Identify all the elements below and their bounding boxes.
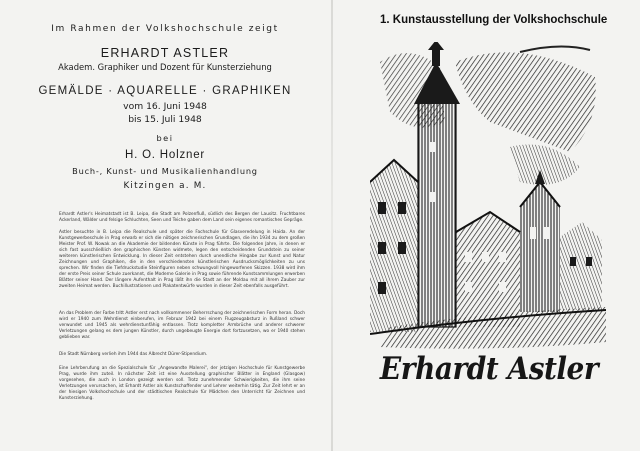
- works-heading: GEMÄLDE · AQUARELLE · GRAPHIKEN: [38, 85, 292, 97]
- date-to: bis 15. Juli 1948: [128, 114, 202, 125]
- venue-prefix: bei: [156, 133, 174, 143]
- bio-paragraph: An das Problem der Farbe tritt Astler erst nach vollkommener Beherrschung der zeichnerischen Form heran. Doch wird er 1940 zum Wehrdienst einberufen, im Februar 1942 bei einem Flugzeugabsturz in Rußland schwer verwundet und 1945 als wehrdienstunfähig entlassen. Trotz kompletter Armbrüche und anderer schwerer Verletzungen gelang es dem jungen Künstler, durch ungebeugte Energie dort fortzusetzen, wo er 1940 stehen geblieben war.: [59, 311, 305, 341]
- bio-paragraph: Erhardt Astler's Heimatstadt ist B. Leipa, die Stadt am Polzenfluß, südlich des Bergen der Lausitz. Fruchtbares Ackerland, Wälder und felsige Schluchten, Seen und Teiche gaben dem Land sein eigenes romantisches Gepräge.: [59, 212, 305, 224]
- artist-role: Akadem. Graphiker und Dozent für Kunsterziehung: [58, 62, 272, 72]
- right-page: [334, 0, 640, 451]
- intro-line: Im Rahmen der Volkshochschule zeigt: [51, 24, 279, 34]
- venue-name: H. O. Holzner: [124, 149, 206, 161]
- artist-signature: Erhardt Astler: [379, 350, 599, 387]
- bio-paragraph: Astler besuchte in B. Leipa die Realschule und später die Fachschule für Glasveredelung in Haida. An der Kunstgewerbeschule in Prag erwarb er sich die nötigen zeichnerischen Grundlagen, die ihn 1934 zu dem großen Meister Prof. W. Nowak an die Akademie der bildenden Künste in Prag führte. Die folgenden Jahre, in denen er sich fast ausschließlich den graphischen Künsten widmete, legen den entscheidenden Grundstein zu seiner weiteren künstlerischen Entwicklung. In dieser Zeit entstehen durch unendliche Hingabe zur Kunst und Natur Zeichnungen und Graphiken, die in den verschiedensten künstlerischen Ausdrucksmöglichkeiten zu uns sprechen. Wir finden die Tiefdruckstudie Steinfiguren neben schwungvoll hingeworfenen Skizzen. 1938 wird ihm der erste Preis seiner Schule zuerkannt, die Moderne Galerie in Prag sowie führende Kunstsammlungen erwerben Blätter seiner Hand. Der längere Aufenthalt in Prag läßt ihn die Stadt an der Moldau mit all ihrem Zauber zur zweiten Heimat werden. Buchillustrationen und Plakatentwürfe wurden in dieser Zeit ebenfalls ausgeführt.: [59, 230, 305, 290]
- page-fold: [331, 0, 333, 451]
- venue-city: Kitzingen a. M.: [123, 181, 207, 191]
- artist-name: ERHARDT ASTLER: [100, 46, 230, 60]
- bio-paragraph: Die Stadt Nürnberg verlieh ihm 1944 das Albrecht Dürer-Stipendium.: [59, 352, 208, 357]
- bio-paragraph: Eine Lehrberufung an die Spezialschule für „Angewandte Malerei", der jetzigen Hochschule für Kunstgewerbe Prag, wurde ihm zuteil. In nächster Zeit ist eine Ausstellung graphischer Blätter in England (Glasgow) vorgesehen, die auch in London gezeigt werden soll. Trotz zunehmender Schwierigkeiten, die ihm seine Verletzungen verursachen, ist Erhardt Astler als Kunstschaffender und Lehrer weiterhin tätig. Zur Zeit lehrt er an der hiesigen Volkshochschule und der städtischen Realschule für Mädchen den Unterricht für Zeichnen und Kunsterziehung.: [59, 366, 305, 402]
- date-from: vom 16. Juni 1948: [123, 101, 207, 112]
- exhibition-title: 1. Kunstausstellung der Volkshochschule: [380, 14, 608, 26]
- woodcut-illustration: [370, 42, 606, 357]
- venue-description: Buch-, Kunst- und Musikalienhandlung: [72, 166, 258, 176]
